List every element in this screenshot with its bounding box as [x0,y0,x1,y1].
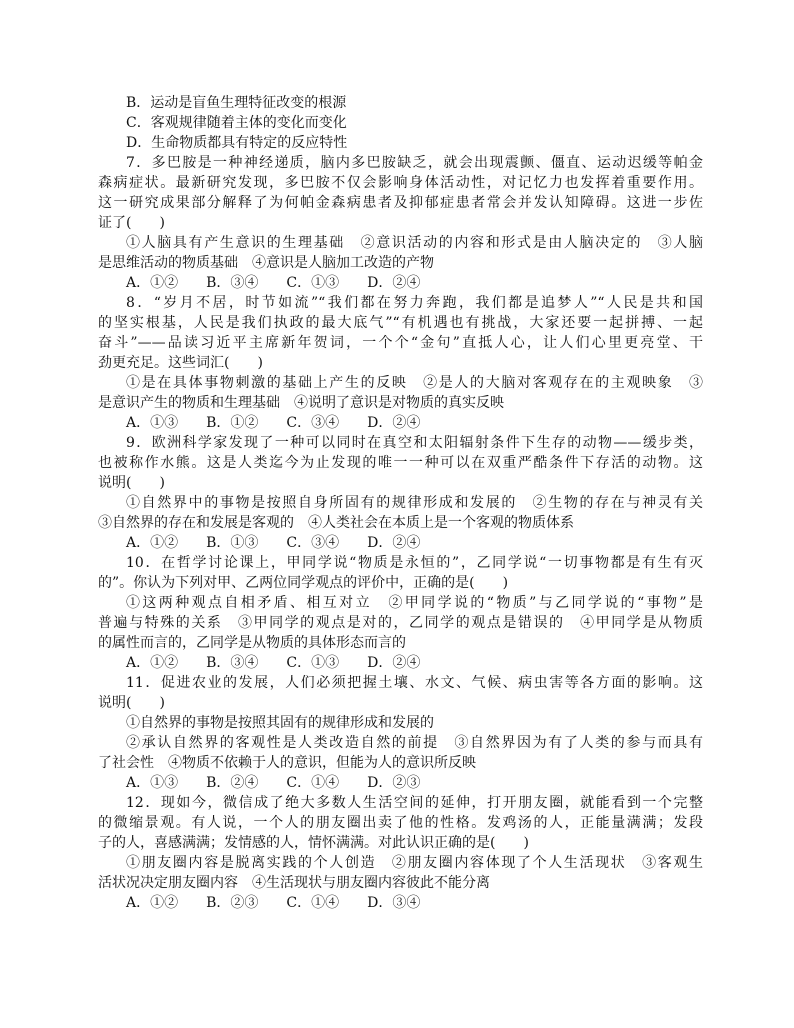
text-line: 普遍与特殊的关系 ③甲同学的观点是对的，乙同学的观点是错误的 ④甲同学是从物质 [98,615,703,631]
text-line: 9．欧洲科学家发现了一种可以同时在真空和太阳辐射条件下生存的动物——缓步类， [126,435,703,451]
text-line: ①人脑具有产生意识的生理基础 ②意识活动的内容和形式是由人脑决定的 ③人脑 [126,235,703,251]
text-line: 12．现如今，微信成了绝大多数人生活空间的延伸，打开朋友圈，就能看到一个完整 [126,795,703,811]
text-line: 的微缩景观。有人说，一个人的朋友圈出卖了他的性格。发鸡汤的人，正能量满满；发段 [98,815,703,831]
text-line: 活状况决定朋友圈内容 ④生活现状与朋友圈内容彼此不能分离 [98,875,490,891]
text-line: 10．在哲学讨论课上，甲同学说“物质是永恒的”，乙同学说“一切事物都是有生有灭 [126,555,703,571]
text-line: ①自然界中的事物是按照自身所固有的规律形成和发展的 ②生物的存在与神灵有关 [126,495,703,511]
text-line: 奋斗”——品读习近平主席新年贺词，一个个“金句”直抵人心，让人们心里更亮堂、干 [98,335,703,351]
text-line: C．客观规律随着主体的变化而变化 [126,115,347,131]
text-line: 森病症状。最新研究发现，多巴胺不仅会影响身体活动性，对记忆力也发挥着重要作用。 [98,175,703,191]
text-line: 是思维活动的物质基础 ④意识是人脑加工改造的产物 [98,255,434,271]
text-line: 的坚实根基，人民是我们执政的最大底气”“有机遇也有挑战，大家还要一起拼搏、一起 [98,315,703,331]
text-line: 说明( ) [98,475,165,491]
text-line: B．运动是盲鱼生理特征改变的根源 [126,95,347,111]
text-line: 劲更充足。这些词汇( ) [98,355,263,371]
text-line: A．①② B．①③ C．③④ D．②④ [126,535,421,551]
text-line: D．生命物质都具有特定的反应特性 [126,135,348,151]
text-line: 了社会性 ④物质不依赖于人的意识，但能为人的意识所反映 [98,755,476,771]
text-line: A．①③ B．②④ C．①④ D．②③ [126,775,421,791]
text-line: 8．“岁月不居，时节如流”“我们都在努力奔跑，我们都是追梦人”“人民是共和国 [126,295,703,311]
text-line: A．①② B．③④ C．①③ D．②④ [126,655,421,671]
text-line: ①是在具体事物刺激的基础上产生的反映 ②是人的大脑对客观存在的主观映象 ③ [126,375,703,391]
text-line: ①朋友圈内容是脱离实践的个人创造 ②朋友圈内容体现了个人生活现状 ③客观生 [126,855,703,871]
text-line: 证了( ) [98,215,165,231]
text-line: 是意识产生的物质和生理基础 ④说明了意识是对物质的真实反映 [98,395,504,411]
text-line: 子的人，喜感满满；发情感的人，情怀满满。对此认识正确的是( ) [98,835,529,851]
text-line: 11．促进农业的发展，人们必须把握土壤、水文、气候、病虫害等各方面的影响。这 [126,675,703,691]
text-line: 的属性而言的，乙同学是从物质的具体形态而言的 [98,635,406,651]
text-line: 的”。你认为下列对甲、乙两位同学观点的评价中，正确的是( ) [98,575,509,591]
text-line: 说明( ) [98,695,165,711]
text-line: A．①② B．②③ C．①④ D．③④ [126,895,421,911]
text-line: ①这两种观点自相矛盾、相互对立 ②甲同学说的“物质”与乙同学说的“事物”是 [126,595,703,611]
text-line: 这一研究成果部分解释了为何帕金森病患者及抑郁症患者常会并发认知障碍。这进一步佐 [98,195,703,211]
document-body [98,93,703,913]
text-line: 7．多巴胺是一种神经递质，脑内多巴胺缺乏，就会出现震颤、僵直、运动迟缓等帕金 [126,155,703,171]
text-line: ①自然界的事物是按照其固有的规律形成和发展的 [126,715,434,731]
text-line: ②承认自然界的客观性是人类改造自然的前提 ③自然界因为有了人类的参与而具有 [126,735,703,751]
text-line: ③自然界的存在和发展是客观的 ④人类社会在本质上是一个客观的物质体系 [98,515,574,531]
text-line: A．①③ B．①② C．③④ D．②④ [126,415,421,431]
text-line: A．①② B．③④ C．①③ D．②④ [126,275,421,291]
text-line: 也被称作水熊。这是人类迄今为止发现的唯一一种可以在双重严酷条件下存活的动物。这 [98,455,703,471]
